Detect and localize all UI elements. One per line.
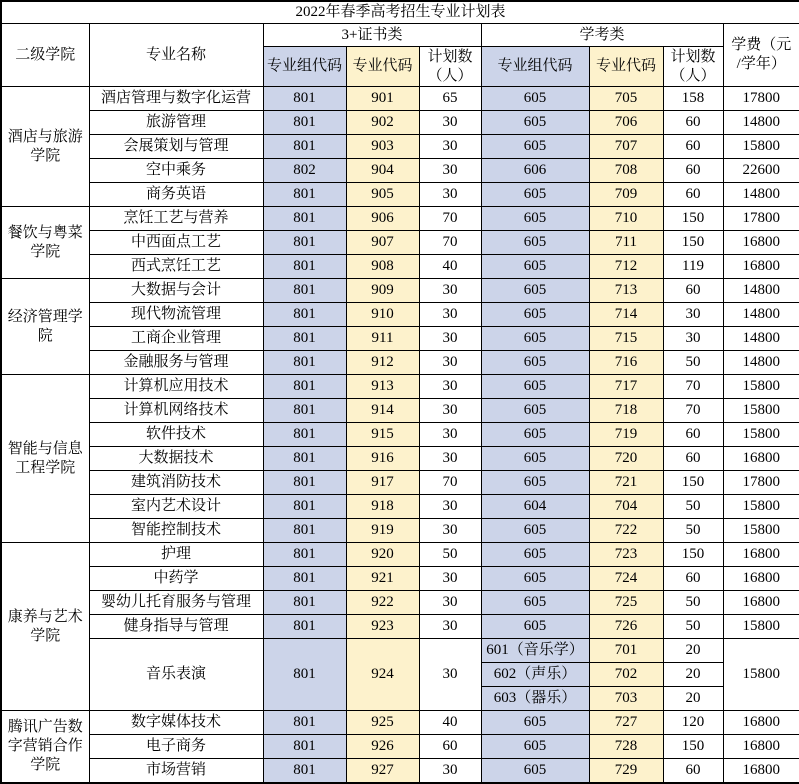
- cert-group-code-cell: 801: [263, 399, 346, 423]
- xk-major-code-cell: 729: [589, 759, 663, 783]
- cert-plan-cell: 70: [419, 207, 481, 231]
- fee-cell: 15800: [723, 135, 799, 159]
- cert-major-code-cell: 926: [346, 735, 419, 759]
- header-xk-group-code: 专业组代码: [481, 47, 589, 87]
- cert-group-code-cell: 801: [263, 615, 346, 639]
- fee-cell: 16800: [723, 447, 799, 471]
- fee-cell: 15800: [723, 519, 799, 543]
- cert-group-code-cell: 801: [263, 591, 346, 615]
- table-row: [1, 543, 799, 567]
- cert-group-code-cell: 801: [263, 711, 346, 735]
- major-name-cell: 会展策划与管理: [89, 135, 263, 159]
- major-name-cell: 旅游管理: [89, 111, 263, 135]
- xk-group-code-cell: 602（声乐）: [481, 663, 589, 687]
- college-cell: 酒店与旅游学院: [1, 87, 89, 207]
- table-row: [1, 447, 799, 471]
- xk-major-code-cell: 710: [589, 207, 663, 231]
- cert-major-code-cell: 920: [346, 543, 419, 567]
- header-group-row: [1, 24, 799, 47]
- table-row: [1, 591, 799, 615]
- cert-group-code-cell: 801: [263, 447, 346, 471]
- xk-plan-cell: 20: [663, 687, 723, 711]
- xk-group-code-cell: 605: [481, 183, 589, 207]
- cert-group-code-cell: 801: [263, 303, 346, 327]
- table-row: [1, 351, 799, 375]
- xk-group-code-cell: 606: [481, 159, 589, 183]
- fee-cell: 16800: [723, 255, 799, 279]
- cert-major-code-cell: 909: [346, 279, 419, 303]
- cert-major-code-cell: 905: [346, 183, 419, 207]
- xk-major-code-cell: 708: [589, 159, 663, 183]
- header-cert-plan-line1: 计划数: [427, 48, 473, 65]
- cert-major-code-cell: 901: [346, 87, 419, 111]
- cert-plan-cell: 70: [419, 231, 481, 255]
- fee-cell: 16800: [723, 543, 799, 567]
- cert-plan-cell: 30: [419, 183, 481, 207]
- table-row: [1, 615, 799, 639]
- cert-major-code-cell: 904: [346, 159, 419, 183]
- cert-group-code-cell: 801: [263, 543, 346, 567]
- cert-plan-cell: 30: [419, 375, 481, 399]
- header-cert-group-code: 专业组代码: [263, 47, 346, 87]
- fee-cell: 16800: [723, 567, 799, 591]
- major-name-cell: 大数据技术: [89, 447, 263, 471]
- xk-plan-cell: 120: [663, 711, 723, 735]
- xk-group-code-cell: 605: [481, 351, 589, 375]
- xk-group-code-cell: 605: [481, 231, 589, 255]
- fee-cell: 17800: [723, 471, 799, 495]
- fee-cell: 17800: [723, 87, 799, 111]
- xk-major-code-cell: 703: [589, 687, 663, 711]
- cert-group-code-cell: 801: [263, 135, 346, 159]
- xk-major-code-cell: 724: [589, 567, 663, 591]
- xk-major-code-cell: 722: [589, 519, 663, 543]
- cert-group-code-cell: 801: [263, 351, 346, 375]
- cert-group-code-cell: 801: [263, 375, 346, 399]
- xk-major-code-cell: 720: [589, 447, 663, 471]
- xk-plan-cell: 60: [663, 135, 723, 159]
- table-row: [1, 495, 799, 519]
- xk-major-code-cell: 704: [589, 495, 663, 519]
- fee-cell: 14800: [723, 327, 799, 351]
- xk-group-code-cell: 605: [481, 255, 589, 279]
- xk-major-code-cell: 712: [589, 255, 663, 279]
- cert-group-code-cell: 801: [263, 279, 346, 303]
- xk-plan-cell: 158: [663, 87, 723, 111]
- xk-major-code-cell: 717: [589, 375, 663, 399]
- xk-major-code-cell: 714: [589, 303, 663, 327]
- xk-major-code-cell: 709: [589, 183, 663, 207]
- xk-plan-cell: 60: [663, 447, 723, 471]
- xk-group-code-cell: 605: [481, 279, 589, 303]
- cert-plan-cell: 30: [419, 351, 481, 375]
- xk-major-code-cell: 711: [589, 231, 663, 255]
- major-name-cell: 酒店管理与数字化运营: [89, 87, 263, 111]
- table-row: [1, 207, 799, 231]
- cert-group-code-cell: 801: [263, 183, 346, 207]
- xk-group-code-cell: 605: [481, 423, 589, 447]
- table-row: [1, 735, 799, 759]
- major-name-cell: 建筑消防技术: [89, 471, 263, 495]
- header-fee-line1: 学费（元: [731, 37, 792, 54]
- cert-group-code-cell: 801: [263, 495, 346, 519]
- xk-group-code-cell: 605: [481, 303, 589, 327]
- xk-group-code-cell: 605: [481, 399, 589, 423]
- xk-plan-cell: 50: [663, 591, 723, 615]
- cert-plan-cell: 30: [419, 759, 481, 783]
- table-title-row: [1, 1, 799, 24]
- xk-plan-cell: 50: [663, 351, 723, 375]
- major-name-cell: 金融服务与管理: [89, 351, 263, 375]
- cert-plan-cell: 30: [419, 519, 481, 543]
- xk-plan-cell: 60: [663, 279, 723, 303]
- table-row: [1, 399, 799, 423]
- cert-plan-cell: 30: [419, 399, 481, 423]
- major-name-cell: 现代物流管理: [89, 303, 263, 327]
- xk-group-code-cell: 605: [481, 591, 589, 615]
- cert-plan-cell: 30: [419, 495, 481, 519]
- header-xk-plan: [663, 47, 723, 87]
- cert-group-code-cell: 801: [263, 567, 346, 591]
- xk-plan-cell: 70: [663, 375, 723, 399]
- table-row: [1, 471, 799, 495]
- fee-cell: 14800: [723, 183, 799, 207]
- cert-plan-cell: 30: [419, 135, 481, 159]
- xk-group-code-cell: 605: [481, 375, 589, 399]
- cert-group-code-cell: 801: [263, 87, 346, 111]
- xk-plan-cell: 50: [663, 519, 723, 543]
- college-cell: 康养与艺术学院: [1, 543, 89, 711]
- xk-plan-cell: 150: [663, 471, 723, 495]
- xk-major-code-cell: 723: [589, 543, 663, 567]
- xk-major-code-cell: 702: [589, 663, 663, 687]
- cert-plan-cell: 65: [419, 87, 481, 111]
- xk-plan-cell: 30: [663, 327, 723, 351]
- cert-group-code-cell: 801: [263, 759, 346, 783]
- major-name-cell: 计算机应用技术: [89, 375, 263, 399]
- cert-plan-cell: 30: [419, 111, 481, 135]
- cert-major-code-cell: 918: [346, 495, 419, 519]
- college-cell: 经济管理学院: [1, 279, 89, 375]
- xk-major-code-cell: 718: [589, 399, 663, 423]
- cert-plan-cell: 30: [419, 615, 481, 639]
- major-name-cell: 数字媒体技术: [89, 711, 263, 735]
- xk-plan-cell: 60: [663, 567, 723, 591]
- cert-major-code-cell: 911: [346, 327, 419, 351]
- major-name-cell: 婴幼儿托育服务与管理: [89, 591, 263, 615]
- cert-major-code-cell: 910: [346, 303, 419, 327]
- xk-group-code-cell: 605: [481, 87, 589, 111]
- table-row: [1, 639, 799, 663]
- xk-plan-cell: 50: [663, 495, 723, 519]
- cert-major-code-cell: 916: [346, 447, 419, 471]
- cert-group-code-cell: 801: [263, 471, 346, 495]
- major-name-cell: 软件技术: [89, 423, 263, 447]
- cert-plan-cell: 50: [419, 543, 481, 567]
- cert-plan-cell: 30: [419, 591, 481, 615]
- fee-cell: 14800: [723, 351, 799, 375]
- cert-group-code-cell: 801: [263, 207, 346, 231]
- xk-group-code-cell: 605: [481, 327, 589, 351]
- cert-plan-cell: 40: [419, 711, 481, 735]
- cert-major-code-cell: 907: [346, 231, 419, 255]
- xk-group-code-cell: 605: [481, 111, 589, 135]
- fee-cell: 15800: [723, 399, 799, 423]
- xk-group-code-cell: 605: [481, 711, 589, 735]
- major-name-cell: 室内艺术设计: [89, 495, 263, 519]
- cert-major-code-cell: 908: [346, 255, 419, 279]
- table-row: [1, 135, 799, 159]
- header-cert-major-code: 专业代码: [346, 47, 419, 87]
- cert-major-code-cell: 925: [346, 711, 419, 735]
- xk-group-code-cell: 603（器乐）: [481, 687, 589, 711]
- xk-plan-cell: 60: [663, 759, 723, 783]
- xk-plan-cell: 60: [663, 111, 723, 135]
- xk-group-code-cell: 601（音乐学）: [481, 639, 589, 663]
- major-name-cell: 中药学: [89, 567, 263, 591]
- cert-major-code-cell: 917: [346, 471, 419, 495]
- cert-major-code-cell: 902: [346, 111, 419, 135]
- header-cert-plan-line2: （人）: [427, 67, 473, 84]
- cert-group-code-cell: 801: [263, 111, 346, 135]
- cert-group-code-cell: 801: [263, 639, 346, 711]
- xk-plan-cell: 150: [663, 735, 723, 759]
- xk-plan-cell: 119: [663, 255, 723, 279]
- cert-plan-cell: 70: [419, 471, 481, 495]
- xk-major-code-cell: 716: [589, 351, 663, 375]
- fee-cell: 16800: [723, 711, 799, 735]
- fee-cell: 17800: [723, 207, 799, 231]
- xk-group-code-cell: 605: [481, 567, 589, 591]
- cert-plan-cell: 60: [419, 735, 481, 759]
- cert-group-code-cell: 801: [263, 327, 346, 351]
- header-cert-category: 3+证书类: [263, 24, 481, 47]
- cert-plan-cell: 40: [419, 255, 481, 279]
- xk-major-code-cell: 726: [589, 615, 663, 639]
- cert-plan-cell: 30: [419, 447, 481, 471]
- college-cell: 智能与信息工程学院: [1, 375, 89, 543]
- xk-plan-cell: 20: [663, 663, 723, 687]
- xk-group-code-cell: 605: [481, 615, 589, 639]
- xk-major-code-cell: 706: [589, 111, 663, 135]
- cert-group-code-cell: 802: [263, 159, 346, 183]
- table-row: [1, 231, 799, 255]
- xk-major-code-cell: 719: [589, 423, 663, 447]
- major-name-cell: 音乐表演: [89, 639, 263, 711]
- major-name-cell: 市场营销: [89, 759, 263, 783]
- major-name-cell: 大数据与会计: [89, 279, 263, 303]
- cert-plan-cell: 30: [419, 567, 481, 591]
- header-fee: [723, 24, 799, 87]
- fee-cell: 16800: [723, 591, 799, 615]
- cert-major-code-cell: 906: [346, 207, 419, 231]
- xk-plan-cell: 70: [663, 399, 723, 423]
- fee-cell: 14800: [723, 279, 799, 303]
- cert-major-code-cell: 915: [346, 423, 419, 447]
- xk-group-code-cell: 605: [481, 447, 589, 471]
- table-row: [1, 111, 799, 135]
- xk-plan-cell: 50: [663, 615, 723, 639]
- major-name-cell: 计算机网络技术: [89, 399, 263, 423]
- cert-group-code-cell: 801: [263, 423, 346, 447]
- major-name-cell: 智能控制技术: [89, 519, 263, 543]
- xk-plan-cell: 150: [663, 207, 723, 231]
- fee-cell: 14800: [723, 303, 799, 327]
- major-name-cell: 西式烹饪工艺: [89, 255, 263, 279]
- cert-major-code-cell: 923: [346, 615, 419, 639]
- header-xk-category: 学考类: [481, 24, 723, 47]
- cert-group-code-cell: 801: [263, 735, 346, 759]
- table-row: [1, 567, 799, 591]
- cert-plan-cell: 30: [419, 303, 481, 327]
- table-title: 2022年春季高考招生专业计划表: [1, 1, 799, 24]
- xk-major-code-cell: 725: [589, 591, 663, 615]
- plan-table-body: [1, 87, 799, 783]
- fee-cell: 15800: [723, 423, 799, 447]
- major-name-cell: 健身指导与管理: [89, 615, 263, 639]
- xk-major-code-cell: 707: [589, 135, 663, 159]
- cert-plan-cell: 30: [419, 159, 481, 183]
- major-name-cell: 护理: [89, 543, 263, 567]
- fee-cell: 22600: [723, 159, 799, 183]
- cert-plan-cell: 30: [419, 279, 481, 303]
- xk-plan-cell: 150: [663, 543, 723, 567]
- xk-group-code-cell: 605: [481, 543, 589, 567]
- table-row: [1, 327, 799, 351]
- table-row: [1, 375, 799, 399]
- header-cert-plan: [419, 47, 481, 87]
- cert-major-code-cell: 924: [346, 639, 419, 711]
- table-row: [1, 519, 799, 543]
- xk-plan-cell: 60: [663, 159, 723, 183]
- cert-group-code-cell: 801: [263, 255, 346, 279]
- major-name-cell: 中西面点工艺: [89, 231, 263, 255]
- fee-cell: 16800: [723, 735, 799, 759]
- xk-group-code-cell: 605: [481, 471, 589, 495]
- table-row: [1, 303, 799, 327]
- table-row: [1, 159, 799, 183]
- fee-cell: 15800: [723, 639, 799, 711]
- header-xk-major-code: 专业代码: [589, 47, 663, 87]
- cert-major-code-cell: 927: [346, 759, 419, 783]
- xk-group-code-cell: 604: [481, 495, 589, 519]
- xk-group-code-cell: 605: [481, 759, 589, 783]
- table-row: [1, 711, 799, 735]
- college-cell: 腾讯广告数字营销合作学院: [1, 711, 89, 783]
- major-name-cell: 商务英语: [89, 183, 263, 207]
- cert-plan-cell: 30: [419, 423, 481, 447]
- header-xk-plan-line1: 计划数: [670, 48, 716, 65]
- major-name-cell: 电子商务: [89, 735, 263, 759]
- xk-major-code-cell: 727: [589, 711, 663, 735]
- cert-major-code-cell: 921: [346, 567, 419, 591]
- cert-major-code-cell: 903: [346, 135, 419, 159]
- xk-major-code-cell: 701: [589, 639, 663, 663]
- table-row: [1, 183, 799, 207]
- fee-cell: 16800: [723, 231, 799, 255]
- xk-major-code-cell: 715: [589, 327, 663, 351]
- header-fee-line2: /学年）: [736, 56, 786, 72]
- header-major-name: 专业名称: [89, 24, 263, 87]
- xk-plan-cell: 60: [663, 183, 723, 207]
- major-name-cell: 烹饪工艺与营养: [89, 207, 263, 231]
- major-name-cell: 工商企业管理: [89, 327, 263, 351]
- cert-plan-cell: 30: [419, 639, 481, 711]
- cert-major-code-cell: 919: [346, 519, 419, 543]
- fee-cell: 16800: [723, 759, 799, 783]
- fee-cell: 15800: [723, 615, 799, 639]
- fee-cell: 15800: [723, 375, 799, 399]
- xk-plan-cell: 30: [663, 303, 723, 327]
- table-row: [1, 87, 799, 111]
- xk-group-code-cell: 605: [481, 207, 589, 231]
- cert-major-code-cell: 913: [346, 375, 419, 399]
- cert-major-code-cell: 922: [346, 591, 419, 615]
- xk-major-code-cell: 713: [589, 279, 663, 303]
- fee-cell: 14800: [723, 111, 799, 135]
- header-xk-plan-line2: （人）: [670, 67, 716, 84]
- xk-plan-cell: 60: [663, 423, 723, 447]
- fee-cell: 15800: [723, 495, 799, 519]
- major-name-cell: 空中乘务: [89, 159, 263, 183]
- college-cell: 餐饮与粤菜学院: [1, 207, 89, 279]
- cert-plan-cell: 30: [419, 327, 481, 351]
- cert-major-code-cell: 914: [346, 399, 419, 423]
- table-row: [1, 255, 799, 279]
- xk-major-code-cell: 705: [589, 87, 663, 111]
- xk-plan-cell: 150: [663, 231, 723, 255]
- xk-plan-cell: 20: [663, 639, 723, 663]
- xk-group-code-cell: 605: [481, 519, 589, 543]
- header-college: 二级学院: [1, 24, 89, 87]
- xk-major-code-cell: 728: [589, 735, 663, 759]
- xk-major-code-cell: 721: [589, 471, 663, 495]
- cert-group-code-cell: 801: [263, 519, 346, 543]
- xk-group-code-cell: 605: [481, 735, 589, 759]
- cert-major-code-cell: 912: [346, 351, 419, 375]
- table-row: [1, 423, 799, 447]
- table-row: [1, 279, 799, 303]
- xk-group-code-cell: 605: [481, 135, 589, 159]
- cert-group-code-cell: 801: [263, 231, 346, 255]
